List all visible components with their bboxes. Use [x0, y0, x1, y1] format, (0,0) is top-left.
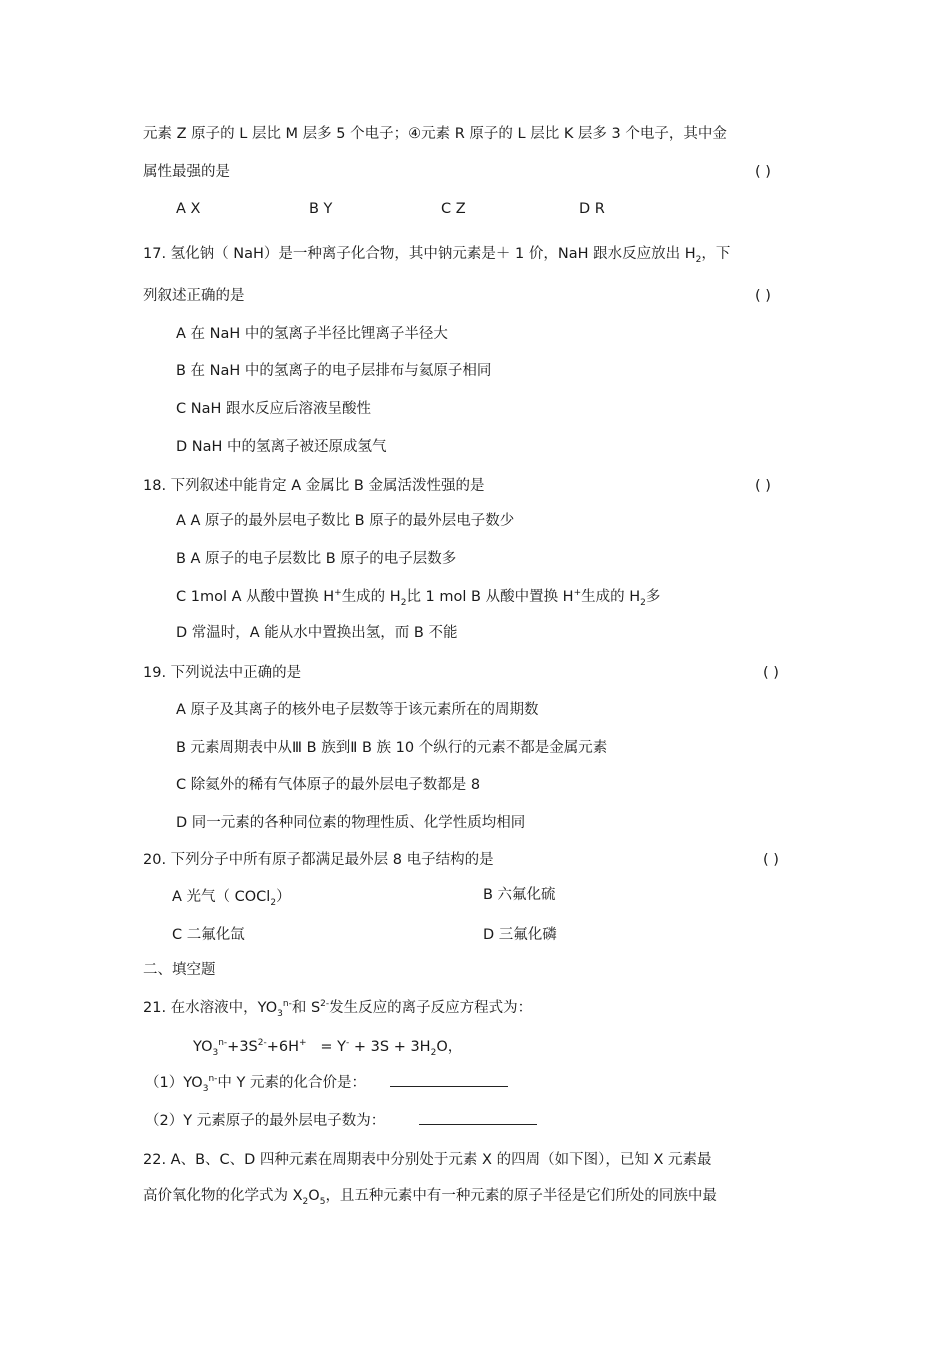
q17-option-b: B 在 NaH 中的氢离子的电子层排布与氦原子相同 [176, 363, 492, 379]
q18-option-d: D 常温时，A 能从水中置换出氢，而 B 不能 [176, 625, 458, 641]
q18-stem: 18. 下列叙述中能肯定 A 金属比 B 金属活泼性强的是 [143, 478, 485, 494]
q16-option-d: D R [579, 201, 605, 217]
q17-stem-line1: 17. 氢化钠（ NaH）是一种离子化合物，其中钠元素是＋ 1 价，NaH 跟水反应放出 $H_2$，下 [143, 246, 731, 265]
q22-line2: 高价氧化物的化学式为 $X_2O_5$，且五种元素中有一种元素的原子半径是它们所处的同族中最 [143, 1188, 717, 1207]
q18-option-a: A A 原子的最外层电子数比 B 原子的最外层电子数少 [176, 513, 515, 529]
q20-option-d: D 三氟化磷 [483, 927, 557, 943]
q19-option-d: D 同一元素的各种同位素的物理性质、化学性质均相同 [176, 815, 526, 831]
q18-option-c: C 1mol A 从酸中置换 H+生成的 $H_2$比 1 mol B 从酸中置换 H+生成的 $H_2$多 [176, 588, 661, 608]
q16-line1: 元素 Z 原子的 L 层比 M 层多 5 个电子；④元素 R 原子的 L 层比 K 层多 3 个电子，其中金 [143, 126, 727, 142]
q20-option-a: A 光气（ COCl$_2$） [172, 889, 291, 908]
q20-option-b: B 六氟化硫 [483, 887, 556, 903]
q17-answer-bracket: ( ) [755, 288, 771, 304]
q18-answer-bracket: ( ) [755, 478, 771, 494]
q17-stem-line2: 列叙述正确的是 [143, 288, 245, 304]
q21-subquestion-2: （2）Y 元素原子的最外层电子数为： [145, 1110, 537, 1131]
q21-stem: 21. 在水溶液中，$YO_3^{n-}$和 $S^{2-}$发生反应的离子反应方程式为： [143, 999, 533, 1019]
q19-option-b: B 元素周期表中从Ⅲ B 族到Ⅱ B 族 10 个纵行的元素不都是金属元素 [176, 740, 608, 756]
q18-option-b: B A 原子的电子层数比 B 原子的电子层数多 [176, 551, 457, 567]
q22-line1: 22. A、B、C、D 四种元素在周期表中分别处于元素 X 的四周（如下图），已知 X 元素最 [143, 1152, 712, 1168]
q21-subquestion-1: $(1)YO_3^{n-}$中 Y 元素的化合价是： [145, 1072, 508, 1093]
q16-option-a: A X [176, 201, 201, 217]
q16-option-b: B Y [309, 201, 333, 217]
q21-answer-blank-1[interactable] [390, 1072, 508, 1087]
q19-option-c: C 除氦外的稀有气体原子的最外层电子数都是 8 [176, 777, 481, 793]
q20-answer-bracket: ( ) [763, 852, 779, 868]
q17-option-d: D NaH 中的氢离子被还原成氢气 [176, 439, 387, 455]
q20-stem: 20. 下列分子中所有原子都满足最外层 8 电子结构的是 [143, 852, 494, 868]
q19-stem: 19. 下列说法中正确的是 [143, 665, 302, 681]
q21-answer-blank-2[interactable] [419, 1110, 537, 1125]
q16-line2: 属性最强的是 [143, 164, 230, 180]
q20-option-c: C 二氟化氙 [172, 927, 245, 943]
q16-option-c: C Z [441, 201, 466, 217]
q19-answer-bracket: ( ) [763, 665, 779, 681]
section-heading-fill-in: 二、填空题 [143, 962, 216, 978]
q21-equation: $YO_3^{n-}+3S^{2-}+6H^+$ = $Y^- + 3S + 3H_2O$， [193, 1038, 463, 1058]
q17-option-a: A 在 NaH 中的氢离子半径比锂离子半径大 [176, 326, 448, 342]
q19-option-a: A 原子及其离子的核外电子层数等于该元素所在的周期数 [176, 702, 539, 718]
q17-option-c: C NaH 跟水反应后溶液呈酸性 [176, 401, 371, 417]
q16-answer-bracket: ( ) [755, 164, 771, 180]
